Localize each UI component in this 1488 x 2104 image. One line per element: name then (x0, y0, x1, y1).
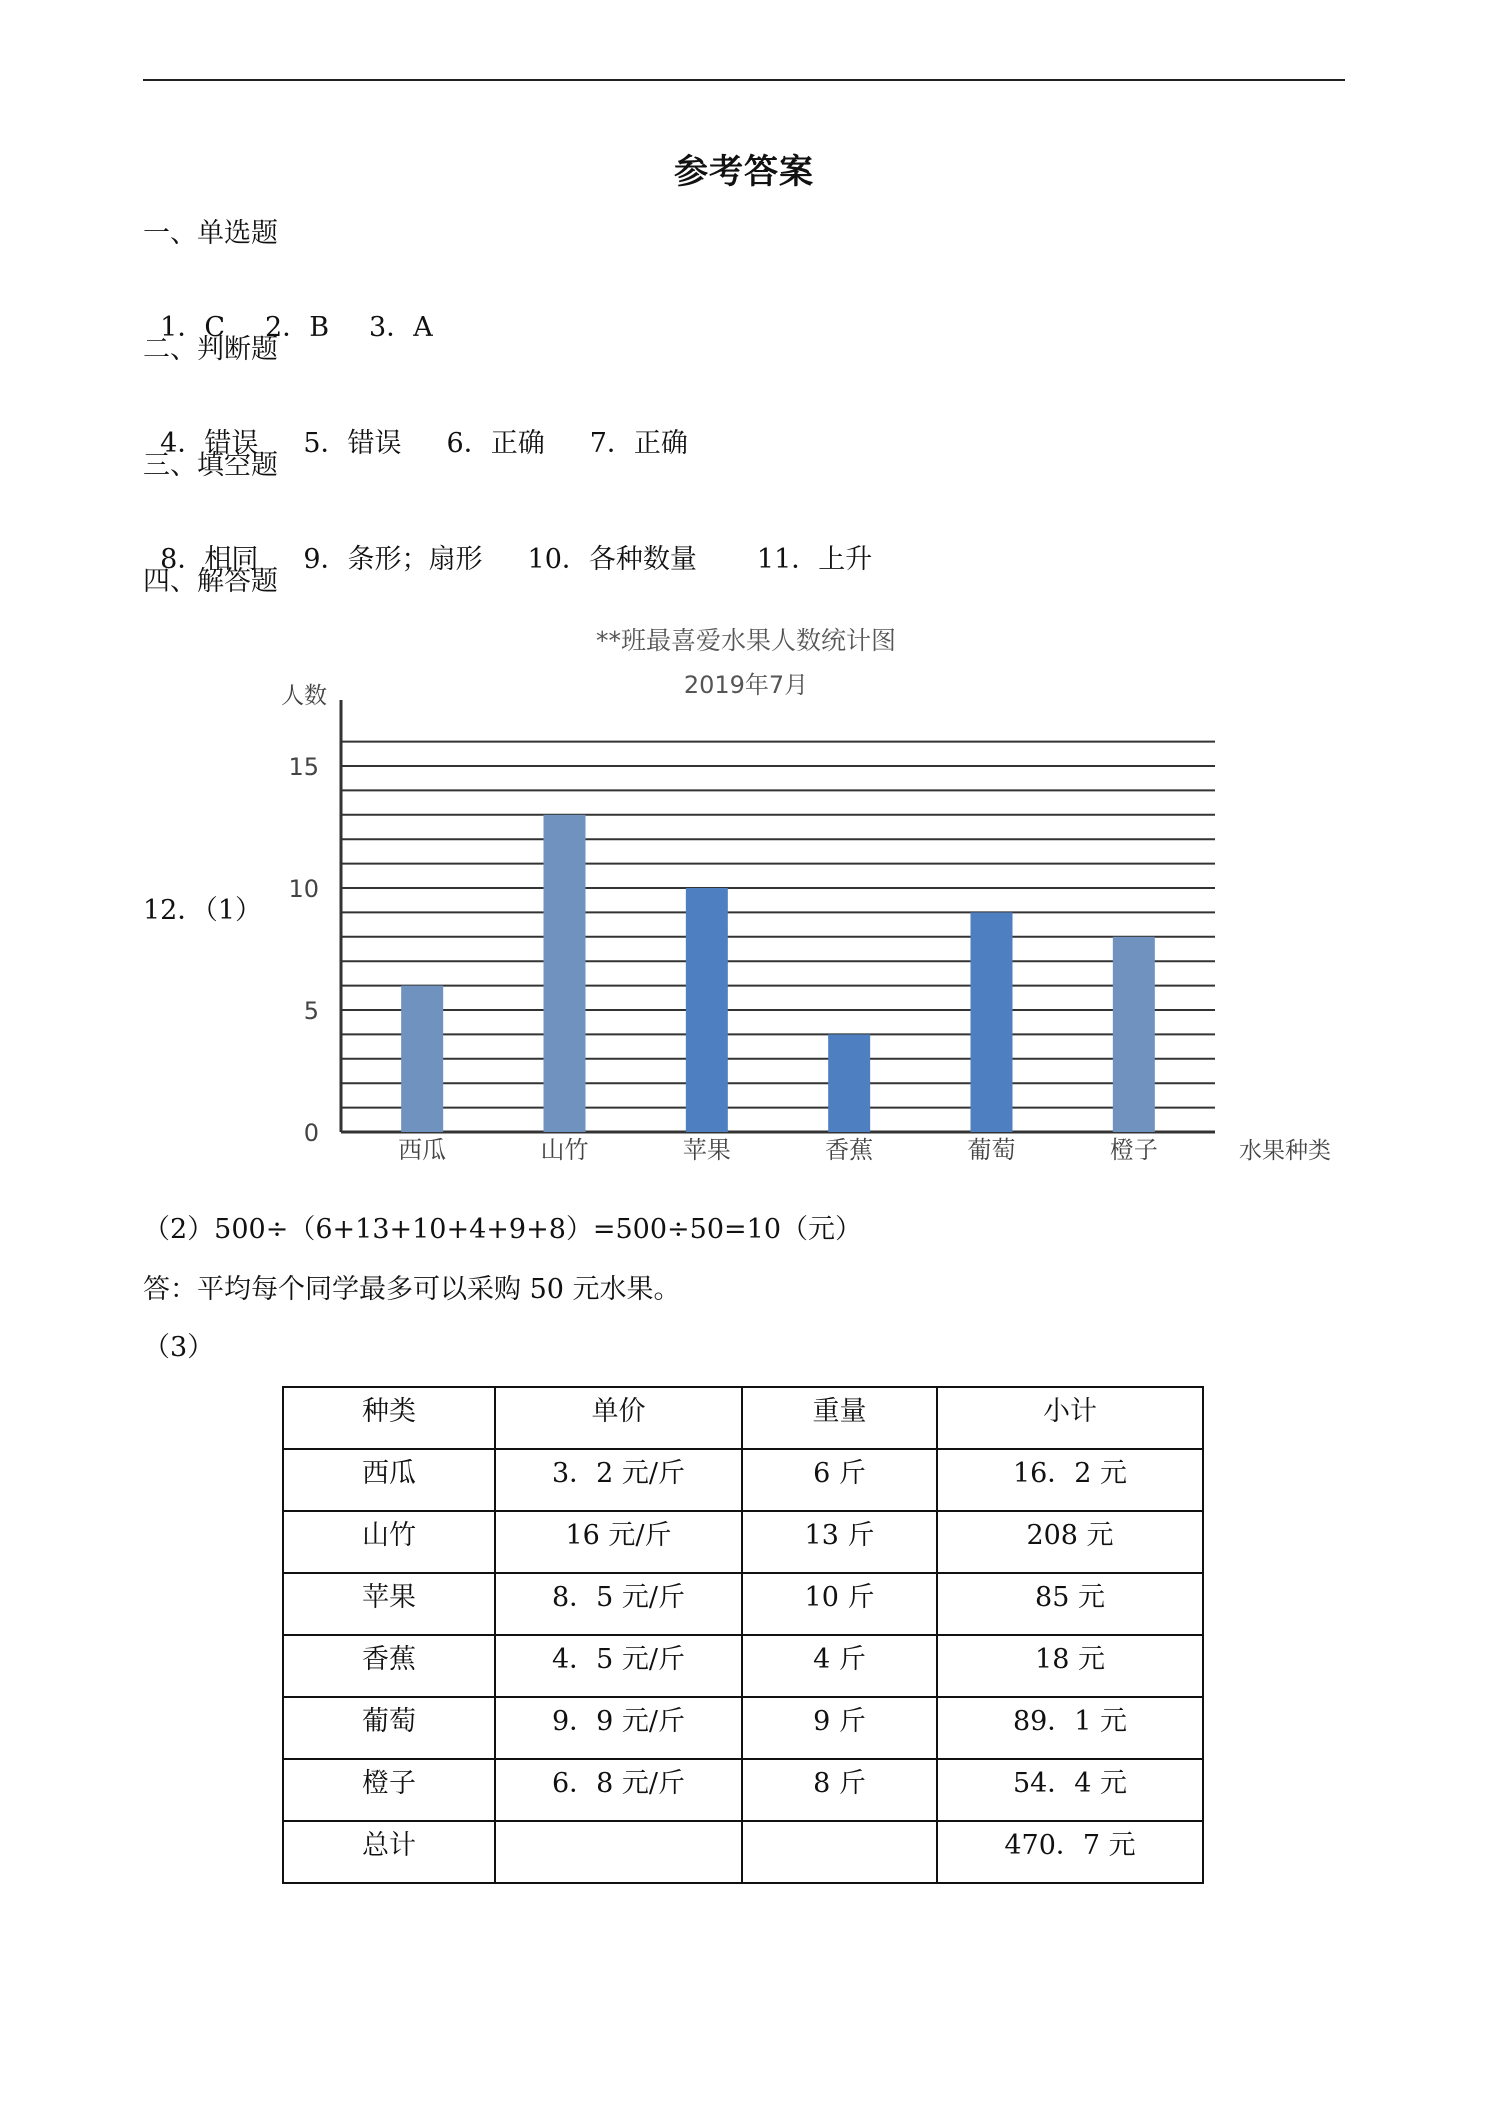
answer-2: 2．B (265, 312, 330, 343)
section-heading-true-false: 二、判断题 (143, 334, 278, 365)
answer-4: 4．错误 (160, 428, 259, 459)
table-header-cell: 重量 (742, 1387, 937, 1449)
question-12-part-3-label: （3） (143, 1332, 215, 1363)
answer-10: 10．各种数量 (527, 544, 697, 575)
table-header-cell: 小计 (937, 1387, 1203, 1449)
table-cell: 苹果 (283, 1573, 495, 1635)
x-tick-label: 西瓜 (398, 1136, 447, 1164)
table-cell: 10 斤 (742, 1573, 937, 1635)
table-row (283, 1635, 1203, 1697)
table-cell: 橙子 (283, 1759, 495, 1821)
table-cell: 6 斤 (742, 1449, 937, 1511)
table-cell: 8 斤 (742, 1759, 937, 1821)
answer-8: 8．相同 (160, 544, 259, 575)
x-tick-label: 山竹 (540, 1136, 589, 1164)
bar-2 (686, 888, 728, 1132)
chart-bars (401, 815, 1155, 1132)
table-cell: 9．9 元/斤 (495, 1697, 742, 1759)
table-cell: 总计 (283, 1821, 495, 1883)
chart-grid (341, 742, 1215, 1132)
table-cell: 54．4 元 (937, 1759, 1203, 1821)
table-cell: 4．5 元/斤 (495, 1635, 742, 1697)
table-cell: 山竹 (283, 1511, 495, 1573)
table-row (283, 1573, 1203, 1635)
table-cell: 89．1 元 (937, 1697, 1203, 1759)
header-rule (143, 79, 1345, 81)
answer-11: 11．上升 (756, 544, 873, 575)
table-total-row (283, 1821, 1203, 1883)
x-tick-label: 葡萄 (967, 1136, 1016, 1164)
table-cell: 16．2 元 (937, 1449, 1203, 1511)
y-tick-label: 5 (303, 997, 319, 1025)
y-tick-label: 10 (288, 875, 319, 903)
table-row (283, 1697, 1203, 1759)
table-row (283, 1449, 1203, 1511)
table-row (283, 1759, 1203, 1821)
answer-5: 5．错误 (303, 428, 402, 459)
table-cell: 8．5 元/斤 (495, 1573, 742, 1635)
y-tick-label: 0 (303, 1119, 319, 1147)
bar-0 (401, 986, 443, 1132)
bar-chart (143, 620, 1343, 1190)
table-header-cell: 单价 (495, 1387, 742, 1449)
table-cell: 6．8 元/斤 (495, 1759, 742, 1821)
table-cell: 3．2 元/斤 (495, 1449, 742, 1511)
answer-7: 7．正确 (589, 428, 688, 459)
table-cell: 葡萄 (283, 1697, 495, 1759)
table-cell (495, 1821, 742, 1883)
table-cell: 13 斤 (742, 1511, 937, 1573)
table-cell: 4 斤 (742, 1635, 937, 1697)
x-tick-label: 香蕉 (825, 1136, 874, 1164)
bar-4 (971, 912, 1013, 1132)
x-axis-label: 水果种类 (1239, 1138, 1331, 1164)
bar-1 (544, 815, 586, 1132)
table-cell: 香蕉 (283, 1635, 495, 1697)
x-tick-label: 橙子 (1109, 1136, 1158, 1164)
question-12-chart-block (143, 620, 1343, 1190)
y-tick-label: 15 (288, 753, 319, 781)
chart-y-ticks (288, 753, 319, 1147)
section-heading-solve: 四、解答题 (143, 566, 278, 597)
table-cell: 85 元 (937, 1573, 1203, 1635)
bar-5 (1113, 937, 1155, 1132)
table-cell: 16 元/斤 (495, 1511, 742, 1573)
answer-6: 6．正确 (446, 428, 545, 459)
section-heading-single-choice: 一、单选题 (143, 218, 278, 249)
table-cell: 西瓜 (283, 1449, 495, 1511)
question-12-label: 12．（1） (143, 895, 263, 926)
table-cell: 9 斤 (742, 1697, 937, 1759)
answer-9: 9．条形；扇形 (303, 544, 483, 575)
question-12-part-2-formula: （2）500÷（6+13+10+4+9+8）=500÷50=10（元） (143, 1214, 862, 1245)
question-12-part-2-answer: 答：平均每个同学最多可以采购 50 元水果。 (143, 1274, 681, 1305)
bar-3 (828, 1034, 870, 1132)
table-header-cell: 种类 (283, 1387, 495, 1449)
table-cell (742, 1821, 937, 1883)
chart-subtitle: 2019年7月 (683, 671, 809, 699)
section-heading-fill-in: 三、填空题 (143, 450, 278, 481)
answer-1: 1．C (160, 312, 226, 343)
page-title: 参考答案 (674, 152, 814, 192)
table-cell: 470．7 元 (937, 1821, 1203, 1883)
chart-x-ticks (398, 1136, 1158, 1164)
answer-3: 3．A (369, 312, 433, 343)
table-header-row (283, 1387, 1203, 1449)
y-axis-label: 人数 (281, 683, 327, 709)
chart-title: **班最喜爱水果人数统计图 (595, 626, 897, 655)
table-cell: 18 元 (937, 1635, 1203, 1697)
price-table (282, 1386, 1204, 1884)
table-row (283, 1511, 1203, 1573)
table-cell: 208 元 (937, 1511, 1203, 1573)
x-tick-label: 苹果 (682, 1136, 731, 1164)
